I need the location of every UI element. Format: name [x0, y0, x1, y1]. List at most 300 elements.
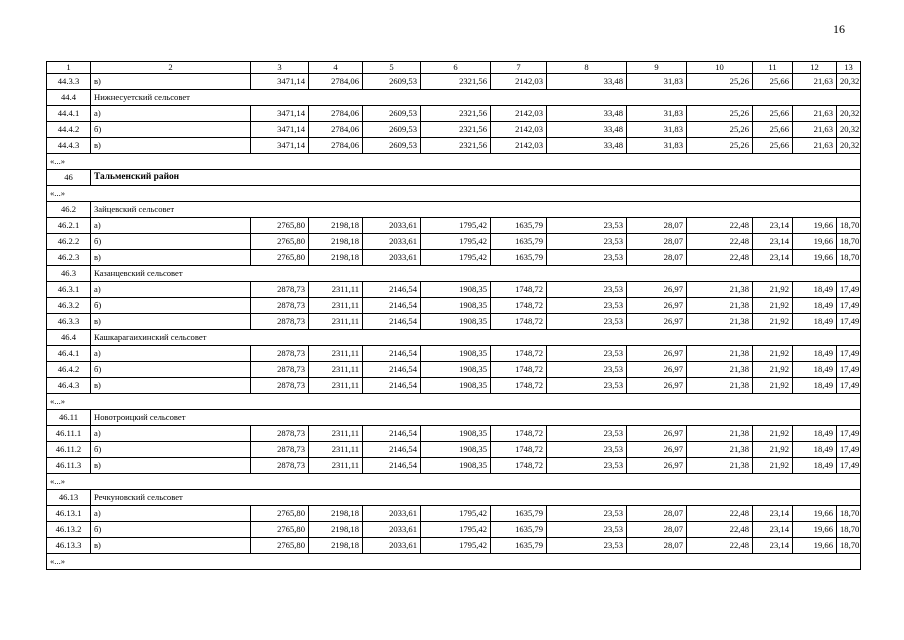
value-cell: 31,83	[627, 138, 687, 154]
row-code: 44.3.3	[47, 74, 91, 90]
value-cell: 1908,35	[421, 282, 491, 298]
value-cell: 1635,79	[491, 538, 547, 554]
row-variant: а)	[91, 218, 251, 234]
ellipsis-marker: «...»	[47, 394, 861, 410]
row-variant: в)	[91, 458, 251, 474]
value-cell: 18,70	[837, 234, 861, 250]
value-cell: 2142,03	[491, 138, 547, 154]
value-cell: 2878,73	[251, 346, 309, 362]
value-cell: 33,48	[547, 74, 627, 90]
value-cell: 2321,56	[421, 74, 491, 90]
value-cell: 2878,73	[251, 442, 309, 458]
value-cell: 3471,14	[251, 74, 309, 90]
value-cell: 22,48	[687, 234, 753, 250]
value-cell: 2198,18	[309, 234, 363, 250]
value-cell: 23,53	[547, 218, 627, 234]
ellipsis-row	[47, 554, 861, 570]
value-cell: 25,26	[687, 122, 753, 138]
value-cell: 2311,11	[309, 442, 363, 458]
row-variant: в)	[91, 538, 251, 554]
value-cell: 2878,73	[251, 378, 309, 394]
value-cell: 18,49	[793, 442, 837, 458]
value-cell: 3471,14	[251, 138, 309, 154]
value-cell: 23,53	[547, 250, 627, 266]
value-cell: 21,92	[753, 298, 793, 314]
value-cell: 2146,54	[363, 298, 421, 314]
table-header-row	[47, 62, 861, 74]
row-code: 46.11.3	[47, 458, 91, 474]
group-row	[47, 330, 861, 346]
value-cell: 2198,18	[309, 538, 363, 554]
value-cell: 2765,80	[251, 218, 309, 234]
value-cell: 2146,54	[363, 282, 421, 298]
row-variant: в)	[91, 138, 251, 154]
district-row	[47, 170, 861, 186]
value-cell: 2311,11	[309, 378, 363, 394]
value-cell: 2784,06	[309, 106, 363, 122]
value-cell: 25,26	[687, 106, 753, 122]
group-title: Новотроицкий сельсовет	[91, 410, 861, 426]
value-cell: 21,38	[687, 426, 753, 442]
value-cell: 21,92	[753, 346, 793, 362]
row-code: 46.11.2	[47, 442, 91, 458]
value-cell: 26,97	[627, 282, 687, 298]
value-cell: 26,97	[627, 442, 687, 458]
value-cell: 1795,42	[421, 522, 491, 538]
value-cell: 17,49	[837, 362, 861, 378]
row-variant: в)	[91, 378, 251, 394]
table-row	[47, 362, 861, 378]
value-cell: 3471,14	[251, 122, 309, 138]
table-row	[47, 122, 861, 138]
value-cell: 1635,79	[491, 522, 547, 538]
value-cell: 18,70	[837, 538, 861, 554]
value-cell: 18,70	[837, 522, 861, 538]
table-row	[47, 234, 861, 250]
column-number: 5	[363, 62, 421, 74]
column-number: 4	[309, 62, 363, 74]
value-cell: 2784,06	[309, 138, 363, 154]
table-row	[47, 106, 861, 122]
value-cell: 17,49	[837, 426, 861, 442]
value-cell: 21,38	[687, 298, 753, 314]
value-cell: 23,14	[753, 506, 793, 522]
row-variant: в)	[91, 74, 251, 90]
value-cell: 28,07	[627, 538, 687, 554]
value-cell: 1635,79	[491, 250, 547, 266]
value-cell: 23,53	[547, 426, 627, 442]
group-code: 46.11	[47, 410, 91, 426]
value-cell: 33,48	[547, 138, 627, 154]
value-cell: 23,53	[547, 282, 627, 298]
value-cell: 31,83	[627, 106, 687, 122]
value-cell: 17,49	[837, 298, 861, 314]
value-cell: 1795,42	[421, 538, 491, 554]
value-cell: 19,66	[793, 218, 837, 234]
ellipsis-row	[47, 474, 861, 490]
value-cell: 19,66	[793, 522, 837, 538]
row-variant: а)	[91, 282, 251, 298]
table-row	[47, 138, 861, 154]
value-cell: 25,66	[753, 138, 793, 154]
group-row	[47, 202, 861, 218]
value-cell: 17,49	[837, 458, 861, 474]
value-cell: 2033,61	[363, 250, 421, 266]
value-cell: 2609,53	[363, 74, 421, 90]
row-code: 46.3.2	[47, 298, 91, 314]
value-cell: 2146,54	[363, 314, 421, 330]
value-cell: 28,07	[627, 522, 687, 538]
value-cell: 23,14	[753, 234, 793, 250]
row-code: 46.2.3	[47, 250, 91, 266]
table-row	[47, 506, 861, 522]
table-row	[47, 458, 861, 474]
value-cell: 2321,56	[421, 138, 491, 154]
value-cell: 23,53	[547, 442, 627, 458]
table-row	[47, 378, 861, 394]
rates-table	[46, 61, 861, 570]
table-row	[47, 538, 861, 554]
value-cell: 1908,35	[421, 346, 491, 362]
value-cell: 23,53	[547, 362, 627, 378]
value-cell: 1908,35	[421, 458, 491, 474]
value-cell: 25,66	[753, 74, 793, 90]
table-body	[47, 62, 861, 570]
value-cell: 17,49	[837, 314, 861, 330]
value-cell: 20,32	[837, 106, 861, 122]
value-cell: 1795,42	[421, 250, 491, 266]
ellipsis-marker: «...»	[47, 474, 861, 490]
value-cell: 28,07	[627, 234, 687, 250]
value-cell: 2609,53	[363, 122, 421, 138]
value-cell: 2765,80	[251, 506, 309, 522]
value-cell: 2321,56	[421, 106, 491, 122]
column-number: 12	[793, 62, 837, 74]
value-cell: 23,53	[547, 538, 627, 554]
row-variant: б)	[91, 362, 251, 378]
value-cell: 2878,73	[251, 314, 309, 330]
row-variant: а)	[91, 506, 251, 522]
column-number: 3	[251, 62, 309, 74]
value-cell: 2311,11	[309, 346, 363, 362]
value-cell: 21,92	[753, 426, 793, 442]
table-row	[47, 314, 861, 330]
column-number: 10	[687, 62, 753, 74]
group-title: Кашкарагаихинский сельсовет	[91, 330, 861, 346]
value-cell: 2609,53	[363, 106, 421, 122]
district-title: Тальменский район	[91, 170, 861, 186]
value-cell: 2142,03	[491, 74, 547, 90]
value-cell: 1748,72	[491, 442, 547, 458]
value-cell: 21,63	[793, 106, 837, 122]
value-cell: 1748,72	[491, 458, 547, 474]
table-row	[47, 442, 861, 458]
value-cell: 1748,72	[491, 426, 547, 442]
value-cell: 21,38	[687, 458, 753, 474]
value-cell: 17,49	[837, 442, 861, 458]
column-number: 8	[547, 62, 627, 74]
value-cell: 22,48	[687, 538, 753, 554]
value-cell: 19,66	[793, 506, 837, 522]
value-cell: 19,66	[793, 538, 837, 554]
value-cell: 21,92	[753, 282, 793, 298]
value-cell: 18,49	[793, 298, 837, 314]
value-cell: 2198,18	[309, 522, 363, 538]
value-cell: 2321,56	[421, 122, 491, 138]
value-cell: 2784,06	[309, 74, 363, 90]
group-title: Речкуновский сельсовет	[91, 490, 861, 506]
table-row	[47, 250, 861, 266]
value-cell: 26,97	[627, 298, 687, 314]
value-cell: 21,38	[687, 346, 753, 362]
value-cell: 23,53	[547, 234, 627, 250]
value-cell: 1748,72	[491, 298, 547, 314]
value-cell: 2146,54	[363, 442, 421, 458]
value-cell: 2146,54	[363, 458, 421, 474]
row-code: 46.3.1	[47, 282, 91, 298]
value-cell: 1748,72	[491, 282, 547, 298]
value-cell: 1635,79	[491, 218, 547, 234]
value-cell: 28,07	[627, 506, 687, 522]
value-cell: 1635,79	[491, 234, 547, 250]
value-cell: 2146,54	[363, 426, 421, 442]
value-cell: 1795,42	[421, 234, 491, 250]
value-cell: 21,92	[753, 458, 793, 474]
value-cell: 33,48	[547, 122, 627, 138]
group-code: 46.3	[47, 266, 91, 282]
value-cell: 2146,54	[363, 378, 421, 394]
value-cell: 26,97	[627, 458, 687, 474]
value-cell: 23,14	[753, 522, 793, 538]
group-row	[47, 490, 861, 506]
value-cell: 28,07	[627, 218, 687, 234]
value-cell: 26,97	[627, 426, 687, 442]
value-cell: 2878,73	[251, 282, 309, 298]
value-cell: 2146,54	[363, 362, 421, 378]
value-cell: 19,66	[793, 250, 837, 266]
value-cell: 2311,11	[309, 362, 363, 378]
value-cell: 21,92	[753, 314, 793, 330]
value-cell: 2311,11	[309, 282, 363, 298]
row-variant: б)	[91, 122, 251, 138]
value-cell: 21,92	[753, 442, 793, 458]
group-row	[47, 90, 861, 106]
group-code: 46.13	[47, 490, 91, 506]
row-variant: б)	[91, 298, 251, 314]
value-cell: 1635,79	[491, 506, 547, 522]
ellipsis-row	[47, 154, 861, 170]
value-cell: 18,49	[793, 346, 837, 362]
value-cell: 21,63	[793, 74, 837, 90]
group-row	[47, 266, 861, 282]
row-variant: а)	[91, 346, 251, 362]
group-title: Казанцевский сельсовет	[91, 266, 861, 282]
value-cell: 2033,61	[363, 506, 421, 522]
table-row	[47, 346, 861, 362]
value-cell: 22,48	[687, 218, 753, 234]
value-cell: 1748,72	[491, 314, 547, 330]
value-cell: 2311,11	[309, 426, 363, 442]
row-variant: в)	[91, 250, 251, 266]
group-row	[47, 410, 861, 426]
value-cell: 2784,06	[309, 122, 363, 138]
value-cell: 3471,14	[251, 106, 309, 122]
row-variant: б)	[91, 442, 251, 458]
table-row	[47, 282, 861, 298]
value-cell: 1908,35	[421, 426, 491, 442]
column-number: 1	[47, 62, 91, 74]
value-cell: 28,07	[627, 250, 687, 266]
value-cell: 1748,72	[491, 346, 547, 362]
value-cell: 2878,73	[251, 298, 309, 314]
value-cell: 1908,35	[421, 314, 491, 330]
value-cell: 26,97	[627, 378, 687, 394]
value-cell: 17,49	[837, 378, 861, 394]
value-cell: 23,53	[547, 378, 627, 394]
value-cell: 23,53	[547, 506, 627, 522]
row-variant: а)	[91, 426, 251, 442]
value-cell: 1908,35	[421, 442, 491, 458]
value-cell: 20,32	[837, 74, 861, 90]
value-cell: 21,38	[687, 442, 753, 458]
value-cell: 2033,61	[363, 538, 421, 554]
value-cell: 26,97	[627, 346, 687, 362]
row-code: 46.13.3	[47, 538, 91, 554]
value-cell: 2878,73	[251, 458, 309, 474]
row-code: 44.4.2	[47, 122, 91, 138]
value-cell: 21,38	[687, 378, 753, 394]
value-cell: 18,49	[793, 282, 837, 298]
value-cell: 23,14	[753, 218, 793, 234]
value-cell: 23,53	[547, 458, 627, 474]
value-cell: 18,49	[793, 378, 837, 394]
value-cell: 2878,73	[251, 362, 309, 378]
row-code: 46.4.2	[47, 362, 91, 378]
table-row	[47, 522, 861, 538]
row-code: 46.13.1	[47, 506, 91, 522]
group-code: 44.4	[47, 90, 91, 106]
value-cell: 17,49	[837, 346, 861, 362]
group-code: 46.4	[47, 330, 91, 346]
row-code: 46.11.1	[47, 426, 91, 442]
ellipsis-marker: «...»	[47, 186, 861, 202]
value-cell: 18,70	[837, 506, 861, 522]
table-row	[47, 218, 861, 234]
value-cell: 23,53	[547, 346, 627, 362]
value-cell: 21,92	[753, 378, 793, 394]
value-cell: 1908,35	[421, 378, 491, 394]
value-cell: 2033,61	[363, 522, 421, 538]
group-title: Нижнесуетский сельсовет	[91, 90, 861, 106]
value-cell: 26,97	[627, 314, 687, 330]
row-code: 46.13.2	[47, 522, 91, 538]
value-cell: 2198,18	[309, 506, 363, 522]
value-cell: 2765,80	[251, 538, 309, 554]
value-cell: 17,49	[837, 282, 861, 298]
value-cell: 2033,61	[363, 218, 421, 234]
value-cell: 25,26	[687, 138, 753, 154]
row-code: 44.4.1	[47, 106, 91, 122]
row-variant: в)	[91, 314, 251, 330]
value-cell: 23,14	[753, 538, 793, 554]
value-cell: 31,83	[627, 74, 687, 90]
value-cell: 2142,03	[491, 106, 547, 122]
value-cell: 18,70	[837, 218, 861, 234]
value-cell: 25,66	[753, 106, 793, 122]
row-code: 46.3.3	[47, 314, 91, 330]
value-cell: 18,70	[837, 250, 861, 266]
value-cell: 20,32	[837, 122, 861, 138]
value-cell: 21,92	[753, 362, 793, 378]
value-cell: 23,53	[547, 314, 627, 330]
value-cell: 2146,54	[363, 346, 421, 362]
value-cell: 21,63	[793, 138, 837, 154]
column-number: 7	[491, 62, 547, 74]
row-variant: б)	[91, 522, 251, 538]
value-cell: 1908,35	[421, 362, 491, 378]
value-cell: 23,53	[547, 522, 627, 538]
value-cell: 2311,11	[309, 298, 363, 314]
value-cell: 33,48	[547, 106, 627, 122]
value-cell: 18,49	[793, 426, 837, 442]
value-cell: 2142,03	[491, 122, 547, 138]
row-code: 46.4.3	[47, 378, 91, 394]
column-number: 11	[753, 62, 793, 74]
row-variant: б)	[91, 234, 251, 250]
row-code: 44.4.3	[47, 138, 91, 154]
column-number: 13	[837, 62, 861, 74]
value-cell: 1908,35	[421, 298, 491, 314]
table-row	[47, 426, 861, 442]
value-cell: 21,38	[687, 314, 753, 330]
ellipsis-marker: «...»	[47, 554, 861, 570]
value-cell: 2765,80	[251, 522, 309, 538]
value-cell: 2033,61	[363, 234, 421, 250]
value-cell: 1795,42	[421, 506, 491, 522]
value-cell: 2311,11	[309, 314, 363, 330]
group-title: Зайцевский сельсовет	[91, 202, 861, 218]
value-cell: 23,53	[547, 298, 627, 314]
value-cell: 2878,73	[251, 426, 309, 442]
value-cell: 23,14	[753, 250, 793, 266]
value-cell: 25,66	[753, 122, 793, 138]
value-cell: 1748,72	[491, 378, 547, 394]
ellipsis-row	[47, 186, 861, 202]
value-cell: 2765,80	[251, 250, 309, 266]
value-cell: 25,26	[687, 74, 753, 90]
row-code: 46.2.1	[47, 218, 91, 234]
column-number: 2	[91, 62, 251, 74]
ellipsis-marker: «...»	[47, 154, 861, 170]
value-cell: 21,38	[687, 362, 753, 378]
page-number: 16	[833, 22, 845, 36]
value-cell: 26,97	[627, 362, 687, 378]
group-code: 46	[47, 170, 91, 186]
column-number: 6	[421, 62, 491, 74]
table-row	[47, 74, 861, 90]
value-cell: 1795,42	[421, 218, 491, 234]
value-cell: 18,49	[793, 458, 837, 474]
value-cell: 2765,80	[251, 234, 309, 250]
row-code: 46.2.2	[47, 234, 91, 250]
table-row	[47, 298, 861, 314]
value-cell: 2311,11	[309, 458, 363, 474]
value-cell: 2198,18	[309, 218, 363, 234]
value-cell: 2198,18	[309, 250, 363, 266]
ellipsis-row	[47, 394, 861, 410]
value-cell: 19,66	[793, 234, 837, 250]
value-cell: 2609,53	[363, 138, 421, 154]
